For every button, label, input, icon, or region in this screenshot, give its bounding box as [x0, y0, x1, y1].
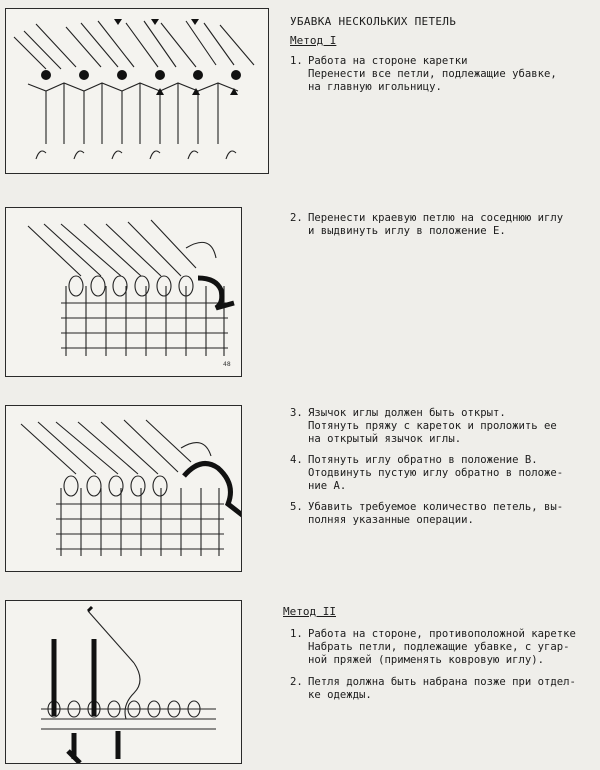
- page-title: УБАВКА НЕСКОЛЬКИХ ПЕТЕЛЬ: [290, 15, 457, 28]
- step-3: 3. Язычок иглы должен быть открыт. Потянуть пряжу с кареток и проложить ее на открытый язычок иглы.: [290, 407, 557, 446]
- illustration-transfer-loops: [5, 8, 269, 174]
- panel-mark: 48: [223, 361, 231, 368]
- method2-step-1: 1. Работа на стороне, противоположной каретке Набрать петли, подлежащие убавке, с угар- ной пряжей (применять ковровую иглу).: [290, 628, 576, 667]
- needles-diagram-3: [6, 406, 241, 571]
- illustration-lay-yarn: [5, 405, 242, 572]
- needles-diagram-1: [6, 9, 268, 173]
- illustration-edge-loop: [5, 207, 242, 377]
- step-4: 4. Потянуть иглу обратно в положение В. Отодвинуть пустую иглу обратно в положе- ние А.: [290, 454, 564, 493]
- method-1-heading: Метод I: [290, 34, 337, 47]
- method-2-heading: Метод II: [283, 605, 336, 618]
- illustration-carpet-needle: [5, 600, 242, 764]
- step-1: 1. Работа на стороне каретки Перенести все петли, подлежащие убавке, на главную игольницу.: [290, 55, 557, 94]
- needles-diagram-4: [6, 601, 241, 763]
- method2-step-2: 2. Петля должна быть набрана позже при отдел- ке одежды.: [290, 676, 576, 702]
- step-5: 5. Убавить требуемое количество петель, вы- полняя указанные операции.: [290, 501, 564, 527]
- needles-diagram-2: [6, 208, 241, 376]
- step-2: 2. Перенести краевую петлю на соседнюю иглу и выдвинуть иглу в положение Е.: [290, 212, 564, 238]
